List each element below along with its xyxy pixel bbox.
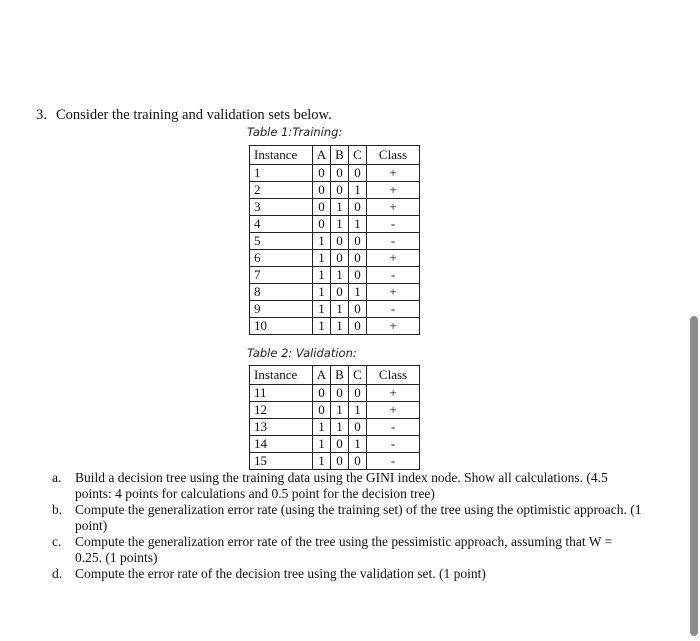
training-cell: 5 xyxy=(250,233,313,250)
training-cell: 0 xyxy=(331,250,349,267)
table-row xyxy=(250,250,420,267)
training-header-cell: B xyxy=(331,146,349,165)
validation-cell: 1 xyxy=(349,402,367,419)
training-cell: 0 xyxy=(313,165,331,182)
training-cell: 1 xyxy=(313,284,331,301)
training-cell: - xyxy=(367,216,420,233)
training-cell: 6 xyxy=(250,250,313,267)
training-cell: 3 xyxy=(250,199,313,216)
training-cell: 0 xyxy=(313,182,331,199)
training-header-cell: Class xyxy=(367,146,420,165)
validation-cell: 0 xyxy=(349,385,367,402)
table-row xyxy=(250,233,420,250)
validation-header-cell: A xyxy=(313,366,331,385)
training-cell: + xyxy=(367,182,420,199)
validation-cell: 1 xyxy=(331,402,349,419)
training-cell: 0 xyxy=(331,284,349,301)
validation-table-caption: Table 2: Validation: xyxy=(247,346,357,360)
table-row xyxy=(250,385,420,402)
validation-cell: 0 xyxy=(313,402,331,419)
training-cell: 1 xyxy=(349,216,367,233)
table-row xyxy=(250,182,420,199)
validation-cell: 12 xyxy=(250,402,313,419)
training-cell: 0 xyxy=(349,199,367,216)
training-cell: 4 xyxy=(250,216,313,233)
part-text: Compute the generalization error rate of the tree using the pessimistic approach, assuming that W = 0.25. (1 points) xyxy=(75,534,613,565)
table-row xyxy=(250,165,420,182)
validation-cell: 1 xyxy=(331,419,349,436)
training-header-cell: Instance xyxy=(250,146,313,165)
training-cell: 0 xyxy=(349,318,367,335)
table-row xyxy=(250,284,420,301)
table-row xyxy=(250,216,420,233)
question-text: Consider the training and validation sets below. xyxy=(56,107,332,123)
training-header-row xyxy=(250,146,420,165)
table-row xyxy=(250,419,420,436)
validation-cell: 13 xyxy=(250,419,313,436)
training-cell: 1 xyxy=(250,165,313,182)
training-cell: 1 xyxy=(331,199,349,216)
training-cell: 1 xyxy=(331,301,349,318)
training-cell: 2 xyxy=(250,182,313,199)
training-cell: 0 xyxy=(349,165,367,182)
training-cell: 0 xyxy=(331,233,349,250)
training-cell: 1 xyxy=(349,182,367,199)
training-header-cell: A xyxy=(313,146,331,165)
part-text: Build a decision tree using the training data using the GINI index node. Show all calculations. (4.5 points: 4 points for calculations and 0.5 point for the decision tree) xyxy=(75,470,608,501)
part-text: Compute the generalization error rate (using the training set) of the tree using the optimistic approach. (1 point) xyxy=(75,502,642,533)
validation-cell: 0 xyxy=(331,436,349,453)
table-row xyxy=(250,453,420,470)
validation-cell: 1 xyxy=(313,436,331,453)
training-cell: 9 xyxy=(250,301,313,318)
validation-cell: 11 xyxy=(250,385,313,402)
part-letter: a. xyxy=(52,470,62,485)
question-parts xyxy=(52,470,642,583)
training-cell: 1 xyxy=(313,233,331,250)
validation-cell: 1 xyxy=(313,419,331,436)
question-part xyxy=(52,566,642,582)
validation-cell: 0 xyxy=(349,453,367,470)
training-cell: 7 xyxy=(250,267,313,284)
table-row xyxy=(250,318,420,335)
question-heading xyxy=(36,106,332,124)
validation-cell: 14 xyxy=(250,436,313,453)
question-part xyxy=(52,534,642,565)
validation-header-cell: Instance xyxy=(250,366,313,385)
validation-header-row xyxy=(250,366,420,385)
validation-table xyxy=(249,365,420,470)
validation-cell: + xyxy=(367,385,420,402)
validation-cell: 0 xyxy=(313,385,331,402)
training-cell: + xyxy=(367,284,420,301)
training-cell: 0 xyxy=(313,199,331,216)
training-cell: 0 xyxy=(313,216,331,233)
training-cell: 0 xyxy=(331,165,349,182)
validation-header-cell: Class xyxy=(367,366,420,385)
training-cell: + xyxy=(367,199,420,216)
training-cell: 1 xyxy=(331,318,349,335)
training-cell: 1 xyxy=(313,318,331,335)
vertical-scrollbar[interactable] xyxy=(690,316,698,636)
validation-header-cell: C xyxy=(349,366,367,385)
training-cell: 10 xyxy=(250,318,313,335)
training-cell: 1 xyxy=(349,284,367,301)
validation-cell: 0 xyxy=(331,385,349,402)
validation-cell: 15 xyxy=(250,453,313,470)
training-cell: - xyxy=(367,233,420,250)
training-cell: 0 xyxy=(349,267,367,284)
part-letter: c. xyxy=(52,534,62,549)
table-row xyxy=(250,267,420,284)
training-cell: 8 xyxy=(250,284,313,301)
validation-cell: + xyxy=(367,402,420,419)
training-header-cell: C xyxy=(349,146,367,165)
table-row xyxy=(250,402,420,419)
training-cell: 0 xyxy=(349,233,367,250)
training-cell: 0 xyxy=(331,182,349,199)
training-cell: + xyxy=(367,318,420,335)
validation-cell: 1 xyxy=(313,453,331,470)
part-letter: d. xyxy=(52,566,63,581)
validation-header-cell: B xyxy=(331,366,349,385)
table-row xyxy=(250,199,420,216)
training-table xyxy=(249,145,420,335)
validation-cell: - xyxy=(367,453,420,470)
question-part xyxy=(52,470,642,501)
training-cell: - xyxy=(367,301,420,318)
part-letter: b. xyxy=(52,502,63,517)
training-cell: - xyxy=(367,267,420,284)
validation-cell: 0 xyxy=(331,453,349,470)
training-cell: 1 xyxy=(313,301,331,318)
validation-cell: - xyxy=(367,419,420,436)
question-number: 3. xyxy=(36,107,47,123)
validation-cell: 1 xyxy=(349,436,367,453)
training-cell: 1 xyxy=(331,216,349,233)
training-cell: + xyxy=(367,165,420,182)
training-cell: 0 xyxy=(349,250,367,267)
part-text: Compute the error rate of the decision tree using the validation set. (1 point) xyxy=(75,566,486,581)
validation-cell: - xyxy=(367,436,420,453)
training-cell: 1 xyxy=(331,267,349,284)
training-cell: + xyxy=(367,250,420,267)
table-row xyxy=(250,301,420,318)
question-part xyxy=(52,502,642,533)
validation-cell: 0 xyxy=(349,419,367,436)
table-row xyxy=(250,436,420,453)
training-cell: 1 xyxy=(313,267,331,284)
training-cell: 1 xyxy=(313,250,331,267)
training-table-caption: Table 1:Training: xyxy=(247,125,343,139)
training-cell: 0 xyxy=(349,301,367,318)
